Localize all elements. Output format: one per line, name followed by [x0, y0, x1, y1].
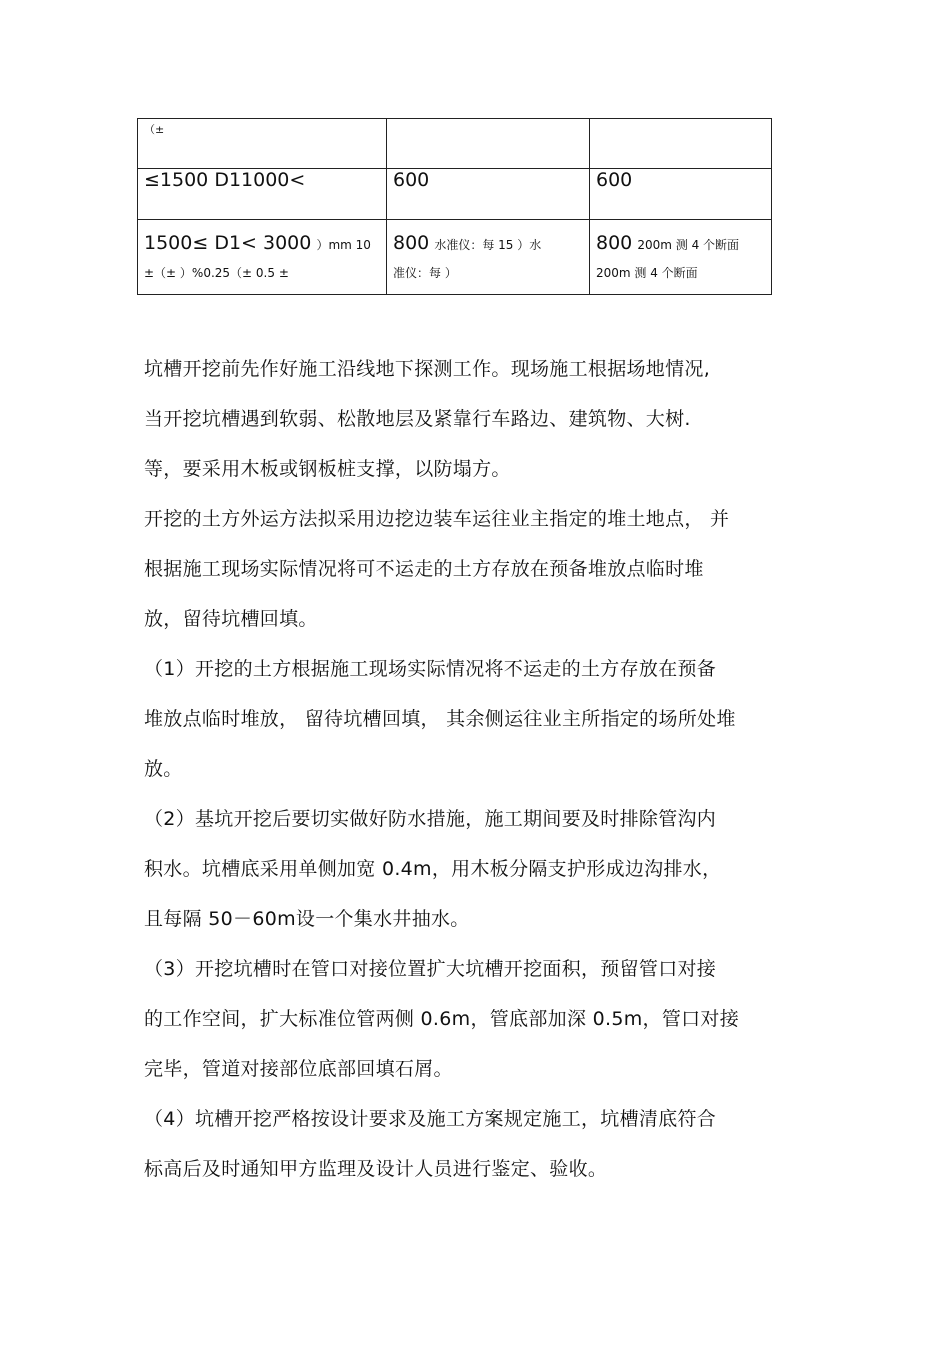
cell-text: 800	[596, 232, 633, 254]
cell-text: ）mm 10	[316, 238, 371, 252]
cell-text: 1500≤ D1< 3000	[144, 232, 312, 254]
table-cell	[387, 169, 590, 220]
paragraph-line: 完毕，管道对接部位底部回填石屑。	[144, 1058, 453, 1080]
paragraph-line: （2）基坑开挖后要切实做好防水措施，施工期间要及时排除管沟内	[144, 808, 717, 830]
cell-text: 800	[393, 232, 430, 254]
paragraph-line: 积水。坑槽底采用单侧加宽 0.4m，用木板分隔支护形成边沟排水，	[144, 858, 722, 880]
table-cell	[138, 119, 387, 169]
table-row	[138, 119, 772, 169]
paragraph-line: 等，要采用木板或钢板桩支撑，以防塌方。	[144, 458, 511, 480]
table-cell	[590, 119, 772, 169]
table-cell	[387, 119, 590, 169]
cell-text: ≤1500 D11000<	[144, 169, 306, 191]
paragraph-line: （4）坑槽开挖严格按设计要求及施工方案规定施工，坑槽清底符合	[144, 1108, 717, 1130]
table-cell	[387, 220, 590, 295]
paragraph-line: 放。	[144, 758, 183, 780]
cell-text: 600	[596, 169, 633, 191]
table-row	[138, 169, 772, 220]
table-cell	[138, 220, 387, 295]
cell-text	[596, 119, 765, 122]
paragraph-line: 的工作空间，扩大标准位管两侧 0.6m，管底部加深 0.5m，管口对接	[144, 1008, 740, 1030]
table-cell	[590, 220, 772, 295]
paragraph-line: 当开挖坑槽遇到软弱、松散地层及紧靠行车路边、建筑物、大树.	[144, 408, 691, 430]
table-row	[138, 220, 772, 295]
paragraph-line: 坑槽开挖前先作好施工沿线地下探测工作。现场施工根据场地情况,	[144, 358, 711, 380]
cell-text: （±	[144, 123, 165, 136]
table-cell	[138, 169, 387, 220]
paragraph-line: 且每隔 50－60m设一个集水井抽水。	[144, 908, 470, 930]
cell-text: 600	[393, 169, 430, 191]
paragraph-line: 标高后及时通知甲方监理及设计人员进行鉴定、验收。	[144, 1158, 608, 1180]
cell-text: 准仪：每 ）	[393, 266, 457, 280]
table-cell	[590, 169, 772, 220]
paragraph-line: 开挖的土方外运方法拟采用边挖边装车运往业主指定的堆土地点， 并	[144, 508, 730, 530]
paragraph-line: 根据施工现场实际情况将可不运走的土方存放在预备堆放点临时堆	[144, 558, 704, 580]
cell-text: 水准仪：每 15 ）水	[434, 238, 542, 252]
paragraph-line: 堆放点临时堆放， 留待坑槽回填， 其余侧运往业主所指定的场所处堆	[144, 708, 736, 730]
paragraph-line: （1）开挖的土方根据施工现场实际情况将不运走的土方存放在预备	[144, 658, 717, 680]
paragraph-line: （3）开挖坑槽时在管口对接位置扩大坑槽开挖面积，预留管口对接	[144, 958, 717, 980]
spec-table	[137, 118, 772, 295]
cell-text	[393, 119, 583, 122]
paragraph-line: 放，留待坑槽回填。	[144, 608, 318, 630]
cell-text: ±（± ）%0.25（± 0.5 ±	[144, 266, 289, 280]
cell-text: 200m 测 4 个断面	[596, 266, 698, 280]
cell-text: 200m 测 4 个断面	[637, 238, 740, 252]
